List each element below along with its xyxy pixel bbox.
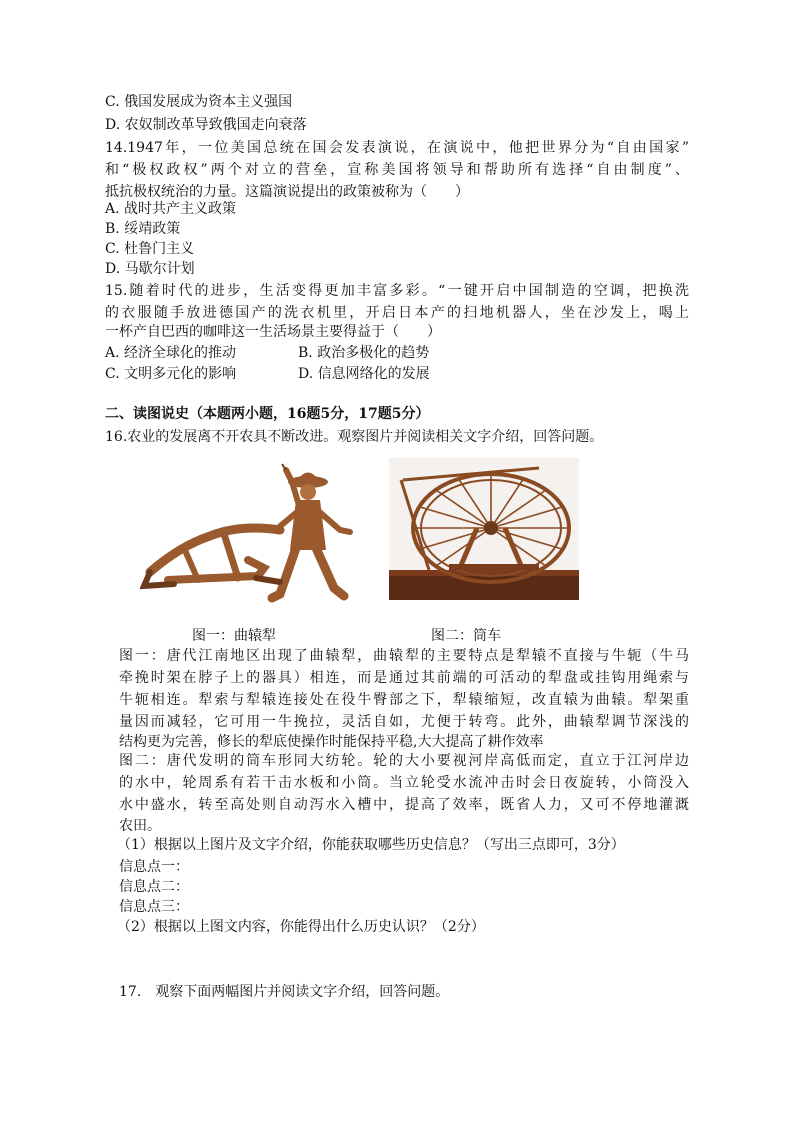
figure1-description-line: 图一：唐代江南地区出现了曲辕犁，曲辕犁的主要特点是犁辕不直接与牛轭（牛马: [119, 648, 689, 664]
q15-option-d: D. 信息网络化的发展: [298, 366, 430, 382]
q13-option-c: C. 俄国发展成为资本主义强国: [105, 94, 293, 110]
q14-stem-line: 抵抗极权统治的力量。这篇演说提出的政策被称为（ ）: [105, 184, 469, 200]
figure1-description-line: 结构更为完善，修长的犁底使操作时能保持平稳,大大提高了耕作效率: [119, 734, 544, 750]
q14-option-d: D. 马歇尔计划: [105, 261, 195, 277]
q15-stem-line: 15.随着时代的进步，生活变得更加丰富多彩。“一键开启中国制造的空调，把换洗: [105, 283, 689, 299]
figure1-description-line: 牵挽时架在脖子上的器具）相连，而是通过其前端的可活动的犁盘或挂钩用绳索与: [119, 670, 689, 686]
info-point-2: 信息点二：: [119, 879, 189, 895]
q14-stem-line: 和“极权政权”两个对立的营垒，宣称美国将领导和帮助所有选择“自由制度”、: [105, 162, 689, 178]
info-point-3: 信息点三：: [119, 899, 189, 915]
q16-subquestion-2: （2）根据以上图文内容，你能得出什么历史认识？（2分）: [117, 919, 485, 935]
q13-option-d: D. 农奴制改革导致俄国走向衰落: [105, 117, 307, 133]
figure2-description-line: 农田。: [119, 818, 161, 834]
figure1-description-line: 量因而减轻，它可用一牛挽拉，灵活自如，尤便于转弯。此外，曲辕犁调节深浅的: [119, 714, 689, 730]
q14-option-c: C. 杜鲁门主义: [105, 241, 195, 257]
figure1-description-line: 牛轭相连。犁索与犁辕连接处在役牛臀部之下，犁辕缩短，改直辕为曲辕。犁架重: [119, 692, 689, 708]
q14-option-b: B. 绥靖政策: [105, 221, 181, 237]
wheel-model-base: [389, 574, 579, 600]
figure2-description-line: 图二：唐代发明的筒车形同大纺轮。轮的大小要视河岸高低而定，直立于江河岸边: [119, 753, 689, 769]
figure1-caption: 图一：曲辕犁: [192, 628, 276, 644]
q15-stem-line: 一杯产自巴西的咖啡这一生活场景主要得益于（ ）: [105, 324, 441, 340]
info-point-1: 信息点一：: [119, 859, 189, 875]
figure2-caption: 图二：筒车: [431, 628, 501, 644]
q17-stem: 17. 观察下面两幅图片并阅读文字介绍，回答问题。: [119, 984, 450, 1000]
figure2-description-line: 水中盛水，转至高处则自动泻水入槽中，提高了效率，既省人力，又可不停地灌溉: [119, 797, 689, 813]
q15-option-a: A. 经济全球化的推动: [105, 345, 237, 361]
q15-stem-line: 的衣服随手放进德国产的洗衣机里，开启日本产的扫地机器人，坐在沙发上，喝上: [105, 305, 689, 321]
q14-stem-line: 14.1947年，一位美国总统在国会发表演说，在演说中，他把世界分为“自由国家”: [105, 140, 689, 156]
water-wheel-illustration: [389, 458, 579, 600]
q15-option-c: C. 文明多元化的影响: [105, 366, 237, 382]
section-heading: 二、读图说史（本题两小题，16题5分，17题5分）: [105, 406, 430, 422]
q16-stem: 16.农业的发展离不开农具不断改进。观察图片并阅读相关文字介绍，回答问题。: [105, 429, 604, 445]
q14-option-a: A. 战时共产主义政策: [105, 201, 237, 217]
q15-option-b: B. 政治多极化的趋势: [298, 345, 430, 361]
plough-figure: [144, 528, 280, 586]
figure2-description-line: 的水中，轮周系有若干击水板和小筒。当立轮受水流冲击时会日夜旋转，小筒没入: [119, 775, 689, 791]
q16-subquestion-1: （1）根据以上图片及文字介绍，你能获取哪些历史信息？（写出三点即可，3分）: [117, 837, 625, 853]
curved-plough-illustration: [140, 462, 360, 610]
